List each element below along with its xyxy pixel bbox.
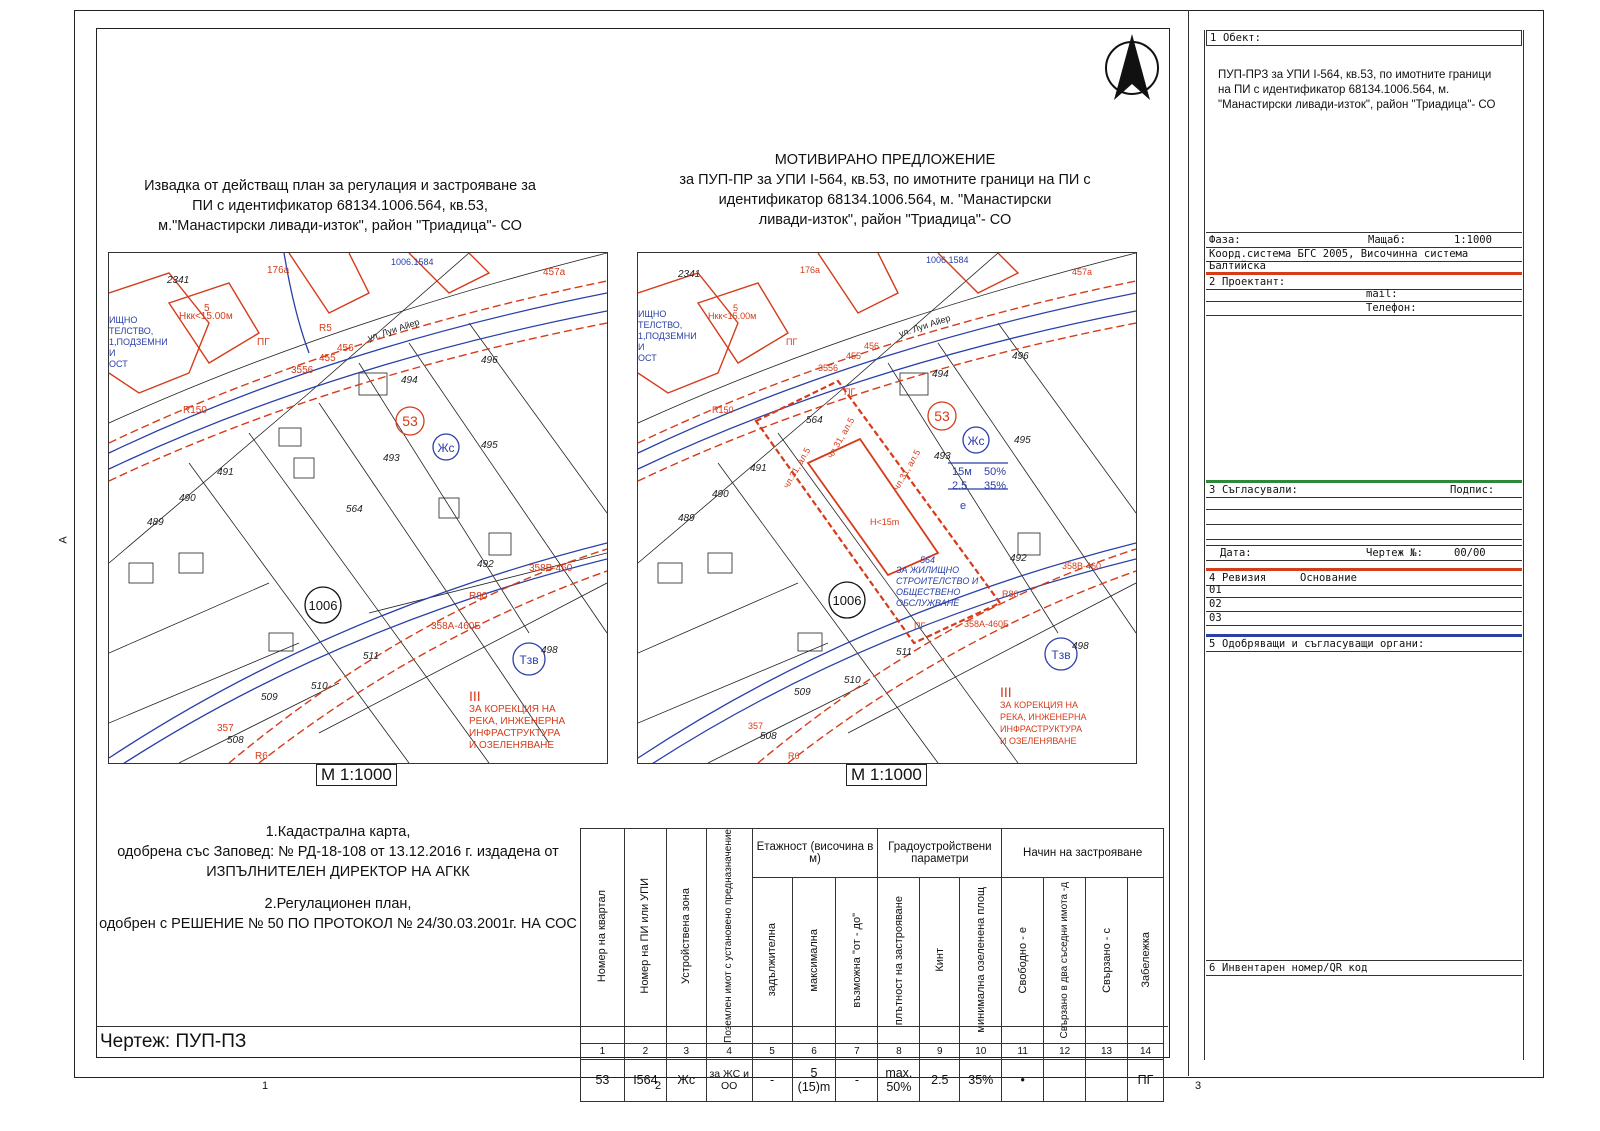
- svg-text:R6: R6: [788, 751, 800, 761]
- svg-text:509: 509: [794, 687, 811, 698]
- svg-text:ул. Луи Айер: ул. Луи Айер: [897, 312, 952, 339]
- svg-text:СТРОИТЕЛСТВО И: СТРОИТЕЛСТВО И: [896, 576, 979, 586]
- svg-text:R80: R80: [1002, 589, 1019, 599]
- svg-text:ПГ: ПГ: [786, 337, 798, 347]
- border-mark-a: A: [57, 536, 70, 544]
- svg-text:498: 498: [541, 645, 558, 656]
- border-mark-2: 2: [655, 1080, 662, 1092]
- border-mark-1: 1: [262, 1080, 269, 1092]
- district-number: 1006: [308, 598, 338, 613]
- left-map-title: Извадка от действащ план за регулация и застрояване за ПИ с идентификатор 68134.1006.564, кв.53, м."Манастирски ливади-изток", район "Триадица"- СО: [144, 178, 536, 234]
- svg-text:510: 510: [844, 675, 861, 686]
- svg-text:493: 493: [934, 451, 951, 462]
- svg-text:Тзв: Тзв: [1051, 648, 1071, 662]
- svg-text:ПГ: ПГ: [844, 387, 856, 397]
- svg-text:И ОЗЕЛЕНЯВАНЕ: И ОЗЕЛЕНЯВАНЕ: [469, 740, 555, 751]
- svg-text:Н<15m: Н<15m: [870, 517, 900, 527]
- svg-text:ИНФРАСТРУКТУРА: ИНФРАСТРУКТУРА: [469, 728, 561, 739]
- svg-text:495: 495: [481, 440, 498, 451]
- svg-text:456: 456: [337, 343, 354, 354]
- svg-text:1,ПОДЗЕМНИ: 1,ПОДЗЕМНИ: [109, 337, 168, 347]
- svg-text:2.5: 2.5: [952, 480, 968, 492]
- svg-text:489: 489: [147, 517, 164, 528]
- svg-text:ПГ: ПГ: [257, 337, 270, 348]
- svg-text:ИНФРАСТРУКТУРА: ИНФРАСТРУКТУРА: [1000, 724, 1083, 734]
- svg-text:3556: 3556: [291, 365, 314, 376]
- divider-line: [1188, 10, 1189, 1076]
- svg-text:2341: 2341: [678, 269, 701, 280]
- svg-text:564: 564: [346, 504, 363, 515]
- svg-text:Жс: Жс: [967, 434, 985, 448]
- svg-text:е: е: [960, 500, 967, 512]
- object-text: ПУП-ПРЗ за УПИ I-564, кв.53, по имотните граници на ПИ с идентификатор 68134.1006.564, м. "Манастирски ливади-изток", район "Триадица"- СО: [1218, 69, 1496, 111]
- svg-text:489: 489: [678, 513, 695, 524]
- existing-plan-map: [108, 252, 608, 764]
- svg-text:455: 455: [319, 353, 336, 364]
- proposal-drawing: [638, 253, 1136, 763]
- svg-text:ЗА КОРЕКЦИЯ НА: ЗА КОРЕКЦИЯ НА: [469, 704, 556, 715]
- svg-text:РЕКА, ИНЖЕНЕРНА: РЕКА, ИНЖЕНЕРНА: [469, 716, 566, 727]
- svg-text:чл.31, ал.5: чл.31, ал.5: [891, 447, 923, 492]
- svg-text:509: 509: [261, 692, 278, 703]
- svg-text:чл.31, ал.5: чл.31, ал.5: [781, 445, 813, 490]
- svg-text:510: 510: [311, 681, 328, 692]
- svg-text:ЗА КОРЕКЦИЯ НА: ЗА КОРЕКЦИЯ НА: [1000, 700, 1078, 710]
- svg-text:R6: R6: [255, 751, 268, 762]
- right-map-title: МОТИВИРАНО ПРЕДЛОЖЕНИЕ за ПУП-ПР за УПИ I-564, кв.53, по имотните граници на ПИ с идентификатор 68134.1006.564, м. "Манастирски ливади-изток", район "Триадица"- СО: [679, 152, 1091, 228]
- svg-text:РЕКА, ИНЖЕНЕРНА: РЕКА, ИНЖЕНЕРНА: [1000, 712, 1087, 722]
- border-mark-3: 3: [1195, 1080, 1202, 1092]
- drawing-label-line: [96, 1026, 1168, 1027]
- svg-text:455: 455: [846, 351, 862, 361]
- svg-text:53: 53: [934, 408, 950, 424]
- zone2-label: Тзв: [519, 653, 539, 667]
- svg-text:493: 493: [383, 453, 400, 464]
- svg-text:ИЩНО: ИЩНО: [109, 315, 138, 325]
- group-nachin: Начин на застрояване: [1002, 829, 1164, 878]
- svg-text:496: 496: [1012, 351, 1029, 362]
- cadastral-notes: 1.Кадастрална карта, одобрена със Заповед: № РД-18-108 от 13.12.2016 г. издадена от ИЗПЪЛНИТЕЛЕН ДИРЕКТОР НА АГКК 2.Регулационен план, одобрен с РЕШЕНИЕ № 50 ПО ПРОТОКОЛ № 24/30.03.2001г. НА СОС: [99, 824, 577, 932]
- svg-text:R150: R150: [183, 405, 207, 416]
- svg-text:чл.31, ал.5: чл.31, ал.5: [825, 415, 857, 460]
- svg-text:ОСТ: ОСТ: [638, 353, 657, 363]
- svg-text:ОБЩЕСТВЕНО: ОБЩЕСТВЕНО: [896, 587, 961, 597]
- svg-text:III: III: [1000, 684, 1012, 700]
- svg-text:357: 357: [217, 723, 234, 734]
- svg-text:И: И: [638, 342, 645, 352]
- svg-text:564: 564: [806, 415, 823, 426]
- svg-text:1006.1584: 1006.1584: [926, 255, 969, 265]
- svg-text:R5: R5: [319, 323, 332, 334]
- north-arrow-icon: [1102, 32, 1162, 104]
- group-grad: Градоустройствени параметри: [878, 829, 1002, 878]
- block-number: 53: [402, 413, 418, 429]
- svg-text:511: 511: [896, 647, 912, 658]
- proposal-map: [637, 252, 1137, 764]
- svg-text:ТЕЛСТВО,: ТЕЛСТВО,: [638, 320, 683, 330]
- svg-text:457а: 457а: [1072, 267, 1093, 277]
- svg-text:456: 456: [864, 341, 880, 351]
- svg-text:3556: 3556: [818, 363, 839, 373]
- svg-text:494: 494: [932, 369, 949, 380]
- svg-text:511: 511: [363, 651, 379, 662]
- svg-text:15м: 15м: [952, 466, 972, 478]
- svg-text:490: 490: [179, 493, 196, 504]
- svg-text:ТЕЛСТВО,: ТЕЛСТВО,: [109, 326, 154, 336]
- svg-text:5: 5: [204, 303, 210, 314]
- svg-text:2341: 2341: [167, 275, 190, 286]
- svg-text:498: 498: [1072, 641, 1089, 652]
- scale-right: М 1:1000: [846, 764, 927, 786]
- svg-text:492: 492: [477, 559, 494, 570]
- svg-text:ЗА ЖИЛИЩНО: ЗА ЖИЛИЩНО: [896, 565, 960, 575]
- svg-text:357: 357: [748, 721, 764, 731]
- svg-text:Нкк<15.00м: Нкк<15.00м: [708, 311, 757, 321]
- svg-text:ул. Луи Айер: ул. Луи Айер: [366, 316, 421, 343]
- svg-text:III: III: [469, 688, 481, 704]
- zone-label: Жс: [437, 441, 455, 455]
- svg-text:R150: R150: [712, 405, 734, 415]
- svg-text:1006: 1006: [832, 593, 862, 608]
- svg-text:564: 564: [920, 555, 936, 565]
- svg-text:И: И: [109, 348, 116, 358]
- svg-text:508: 508: [227, 735, 244, 746]
- svg-text:ИЩНО: ИЩНО: [638, 309, 667, 319]
- scale-left: М 1:1000: [316, 764, 397, 786]
- table-row: 53 I564 Жс за ЖС и ОО - 5 (15)m - max. 50% 2.5 35% • ПГ: [581, 1059, 1164, 1101]
- svg-text:R80: R80: [469, 591, 488, 602]
- svg-text:Нкк<15.00м: Нкк<15.00м: [179, 311, 233, 322]
- svg-text:490: 490: [712, 489, 729, 500]
- svg-text:1,ПОДЗЕМНИ: 1,ПОДЗЕМНИ: [638, 331, 697, 341]
- svg-text:176а: 176а: [267, 265, 290, 276]
- svg-text:492: 492: [1010, 553, 1027, 564]
- group-etazhnost: Етажност (височина в м): [752, 829, 878, 878]
- svg-text:494: 494: [401, 375, 418, 386]
- title-block: 1 Обект: ПУП-ПРЗ за УПИ I-564, кв.53, по имотните граници на ПИ с идентификатор 68134.1006.564, м. "Манастирски ливади-изток", район "Триадица"- СО Фаза: Мащаб: 1:1000 Коорд.система БГС 2005, Височинна система Балтийска 2 Проектант: mail: Телефон: 3 Съгласували: Подпис: Дата: Чертеж №: 00/00 4 Ревизия Основание 01 02 03 5 Одобряващи и съгласуващи органи: 6 Инвентарен номер/QR код: [1206, 30, 1522, 1060]
- drawing-label: Чертеж: ПУП-ПЗ: [100, 1031, 247, 1052]
- svg-text:ОСТ: ОСТ: [109, 359, 128, 369]
- parameters-table: Номер на квартал Номер на ПИ или УПИ Устройствена зона Поземлен имот с установено предназначение Етажност (височина в м) Градоустройствени параметри Начин на застрояване задължителна максимална възможна "от - до" плътност на застрояване Кинт минимална озеленена площ Свободно - е Свързано в два съседни имота -д Свързано - с Забележка 1 2 3 4 5 6 7 8 9 10 11 12 13 14 53 I564 Жс за ЖС и ОО - 5 (15)m - max. 50% 2.5 35% • ПГ: [580, 828, 1164, 1102]
- svg-text:496: 496: [481, 355, 498, 366]
- svg-text:358В-460: 358В-460: [529, 563, 573, 574]
- svg-text:50%: 50%: [984, 466, 1007, 478]
- svg-text:35%: 35%: [984, 480, 1007, 492]
- svg-text:457а: 457а: [543, 267, 566, 278]
- svg-text:491: 491: [750, 463, 767, 474]
- svg-text:ОБСЛУЖВАНЕ: ОБСЛУЖВАНЕ: [896, 598, 960, 608]
- svg-text:358А-460Б: 358А-460Б: [964, 619, 1009, 629]
- svg-text:491: 491: [217, 467, 234, 478]
- svg-text:1006.1584: 1006.1584: [391, 257, 434, 267]
- svg-text:176а: 176а: [800, 265, 821, 275]
- svg-text:5: 5: [733, 303, 739, 313]
- svg-text:495: 495: [1014, 435, 1031, 446]
- svg-text:ПГ: ПГ: [914, 621, 926, 631]
- existing-plan-drawing: [109, 253, 607, 763]
- svg-text:358А-460Б: 358А-460Б: [431, 621, 481, 632]
- svg-text:358В-460: 358В-460: [1062, 561, 1102, 571]
- svg-text:И ОЗЕЛЕНЯВАНЕ: И ОЗЕЛЕНЯВАНЕ: [1000, 736, 1077, 746]
- svg-text:508: 508: [760, 731, 777, 742]
